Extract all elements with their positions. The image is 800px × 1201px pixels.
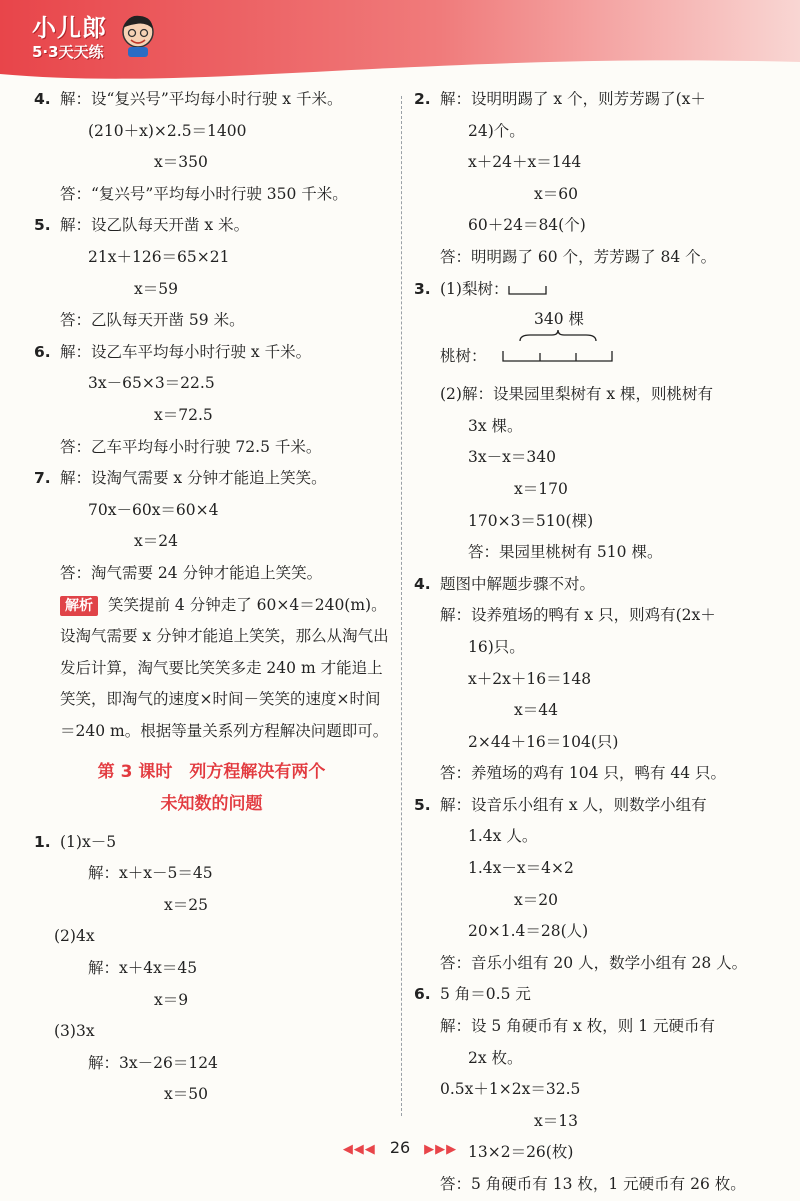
solution-line: 解：设“复兴号”平均每小时行驶 x 千米。 xyxy=(60,90,343,108)
equation-result: x＝350 xyxy=(154,153,208,172)
equation-result: x＝20 xyxy=(514,890,558,909)
problem-number: 6. xyxy=(414,985,431,1004)
problem-1 xyxy=(34,827,389,1111)
equation: 0.5x＋1×2x＝32.5 xyxy=(440,1080,581,1099)
solution-line: 24)个。 xyxy=(468,121,525,140)
problem-5 xyxy=(34,210,389,336)
answer: 答：果园里桃树有 510 棵。 xyxy=(468,543,663,562)
answer: 答：乙队每天开凿 59 米。 xyxy=(60,311,245,330)
problem-number: 2. xyxy=(414,90,431,108)
pear-label: (1)梨树： xyxy=(440,279,509,298)
solution-line: 3x 棵。 xyxy=(468,416,523,435)
answer: 答：淘气需要 24 分钟才能追上笑笑。 xyxy=(60,563,323,582)
problem-number: 1. xyxy=(34,832,51,851)
section-title xyxy=(34,757,389,820)
problem-number: 4. xyxy=(34,90,51,108)
problem-number: 5. xyxy=(414,795,431,814)
equation-result: x＝72.5 xyxy=(154,405,213,424)
equation-result: x＝9 xyxy=(154,990,189,1009)
page-header xyxy=(0,0,800,80)
equation-result: x＝13 xyxy=(534,1111,578,1130)
peach-segments xyxy=(502,349,614,363)
problem-5-right xyxy=(414,790,774,980)
calculation: 60＋24＝84(个) xyxy=(468,216,586,235)
solution-line: 解：设淘气需要 x 分钟才能追上笑笑。 xyxy=(60,469,327,488)
problem-3 xyxy=(414,274,774,569)
problem-4-right xyxy=(414,569,774,790)
solution-line: 2x 枚。 xyxy=(468,1048,523,1067)
line-diagram xyxy=(414,305,774,379)
equation-result: x＝44 xyxy=(514,701,558,720)
equation-result: x＝25 xyxy=(164,895,208,914)
solution-line: (2)解：设果园里梨树有 x 棵，则桃树有 xyxy=(440,385,714,404)
equation: 解：x＋4x＝45 xyxy=(88,959,198,978)
solution-line: 5 角＝0.5 元 xyxy=(440,985,531,1004)
solution-line: 解：设音乐小组有 x 人，则数学小组有 xyxy=(440,795,707,814)
answer: 答：音乐小组有 20 人，数学小组有 28 人。 xyxy=(440,953,748,972)
calculation: 20×1.4＝28(人) xyxy=(468,922,589,941)
calculation: 13×2＝26(枚) xyxy=(468,1143,574,1162)
solution-line: 解：设明明踢了 x 个，则芳芳踢了(x＋ xyxy=(440,90,706,108)
solution-line: 解：设养殖场的鸭有 x 只，则鸡有(2x＋ xyxy=(440,606,716,625)
peach-label: 桃树： xyxy=(440,347,487,366)
problem-6 xyxy=(34,337,389,463)
equation-result: x＝59 xyxy=(134,279,178,298)
equation: 解：x＋x－5＝45 xyxy=(88,864,213,883)
mascot-icon xyxy=(118,12,158,58)
answer: 答：5 角硬币有 13 枚，1 元硬币有 26 枚。 xyxy=(440,1175,746,1193)
equation: 解：3x－26＝124 xyxy=(88,1053,218,1072)
analysis-text: 笑笑提前 4 分钟走了 60×4＝240(m)。设淘气需要 x 分钟才能追上笑笑，那么从淘气出发后计算，淘气要比笑笑多走 240 m 才能追上笑笑，即淘气的速度×时间－笑笑的速度×时间＝240 m。根据等量关系列方程解决问题即可。 xyxy=(60,595,389,740)
page-number: 26 xyxy=(389,1138,411,1157)
equation-result: x＝60 xyxy=(534,184,578,203)
solution-line: 1.4x 人。 xyxy=(468,827,538,846)
analysis-tag: 解析 xyxy=(60,596,98,616)
answer: 答：明明踢了 60 个，芳芳踢了 84 个。 xyxy=(440,247,717,266)
problem-7 xyxy=(34,463,389,589)
equation: 3x－65×3＝22.5 xyxy=(88,374,215,393)
section-title-line: 未知数的问题 xyxy=(160,794,263,815)
solution-line: 解：设乙车平均每小时行驶 x 千米。 xyxy=(60,342,312,361)
equation-result: x＝24 xyxy=(134,532,178,551)
problem-2 xyxy=(414,84,774,274)
pear-segment xyxy=(508,284,548,296)
answer: 答：“复兴号”平均每小时行驶 350 千米。 xyxy=(60,184,348,203)
page-footer xyxy=(0,1138,800,1157)
column-divider xyxy=(401,96,402,1116)
brace-label: 340 棵 xyxy=(534,310,585,329)
analysis-note xyxy=(34,590,389,748)
equation-result: x＝170 xyxy=(514,479,568,498)
right-arrows-icon: ▶▶▶ xyxy=(424,1142,458,1157)
section-title-line: 第 3 课时 列方程解决有两个 xyxy=(97,762,326,783)
problem-number: 7. xyxy=(34,469,51,488)
equation-result: x＝50 xyxy=(164,1085,208,1104)
problem-6-right xyxy=(414,979,774,1200)
problem-number: 3. xyxy=(414,279,431,298)
right-column xyxy=(414,84,774,1201)
left-column xyxy=(34,84,389,1111)
brand-logo xyxy=(32,8,107,62)
equation: 21x＋126＝65×21 xyxy=(88,247,230,266)
equation: 1.4x－x＝4×2 xyxy=(468,859,574,878)
solution-line: 题图中解题步骤不对。 xyxy=(440,574,596,593)
equation: x＋24＋x＝144 xyxy=(468,153,582,172)
solution-line: 解：设 5 角硬币有 x 枚，则 1 元硬币有 xyxy=(440,1017,716,1036)
equation: 3x－x＝340 xyxy=(468,448,556,467)
problem-number: 5. xyxy=(34,216,51,235)
answer: 答：养殖场的鸡有 104 只，鸭有 44 只。 xyxy=(440,764,727,783)
problem-4 xyxy=(34,84,389,210)
solution-line: 解：设乙队每天开凿 x 米。 xyxy=(60,216,250,235)
equation: 70x－60x＝60×4 xyxy=(88,500,219,519)
answer: 答：乙车平均每小时行驶 72.5 千米。 xyxy=(60,437,322,456)
brace-icon xyxy=(518,329,598,343)
equation: (210＋x)×2.5＝1400 xyxy=(88,121,247,140)
equation: x＋2x＋16＝148 xyxy=(468,669,592,688)
sub-question-label: (1)x－5 xyxy=(60,832,117,851)
problem-number: 6. xyxy=(34,342,51,361)
sub-question-label: (3)3x xyxy=(54,1022,95,1041)
left-arrows-icon: ◀◀◀ xyxy=(342,1142,376,1157)
brand-series: 5·3天天练 xyxy=(32,43,104,61)
calculation: 170×3＝510(棵) xyxy=(468,511,594,530)
sub-question-label: (2)4x xyxy=(54,927,95,946)
calculation: 2×44＋16＝104(只) xyxy=(468,732,619,751)
brand-name: 小儿郎 xyxy=(32,14,107,42)
solution-line: 16)只。 xyxy=(468,637,525,656)
problem-number: 4. xyxy=(414,574,431,593)
